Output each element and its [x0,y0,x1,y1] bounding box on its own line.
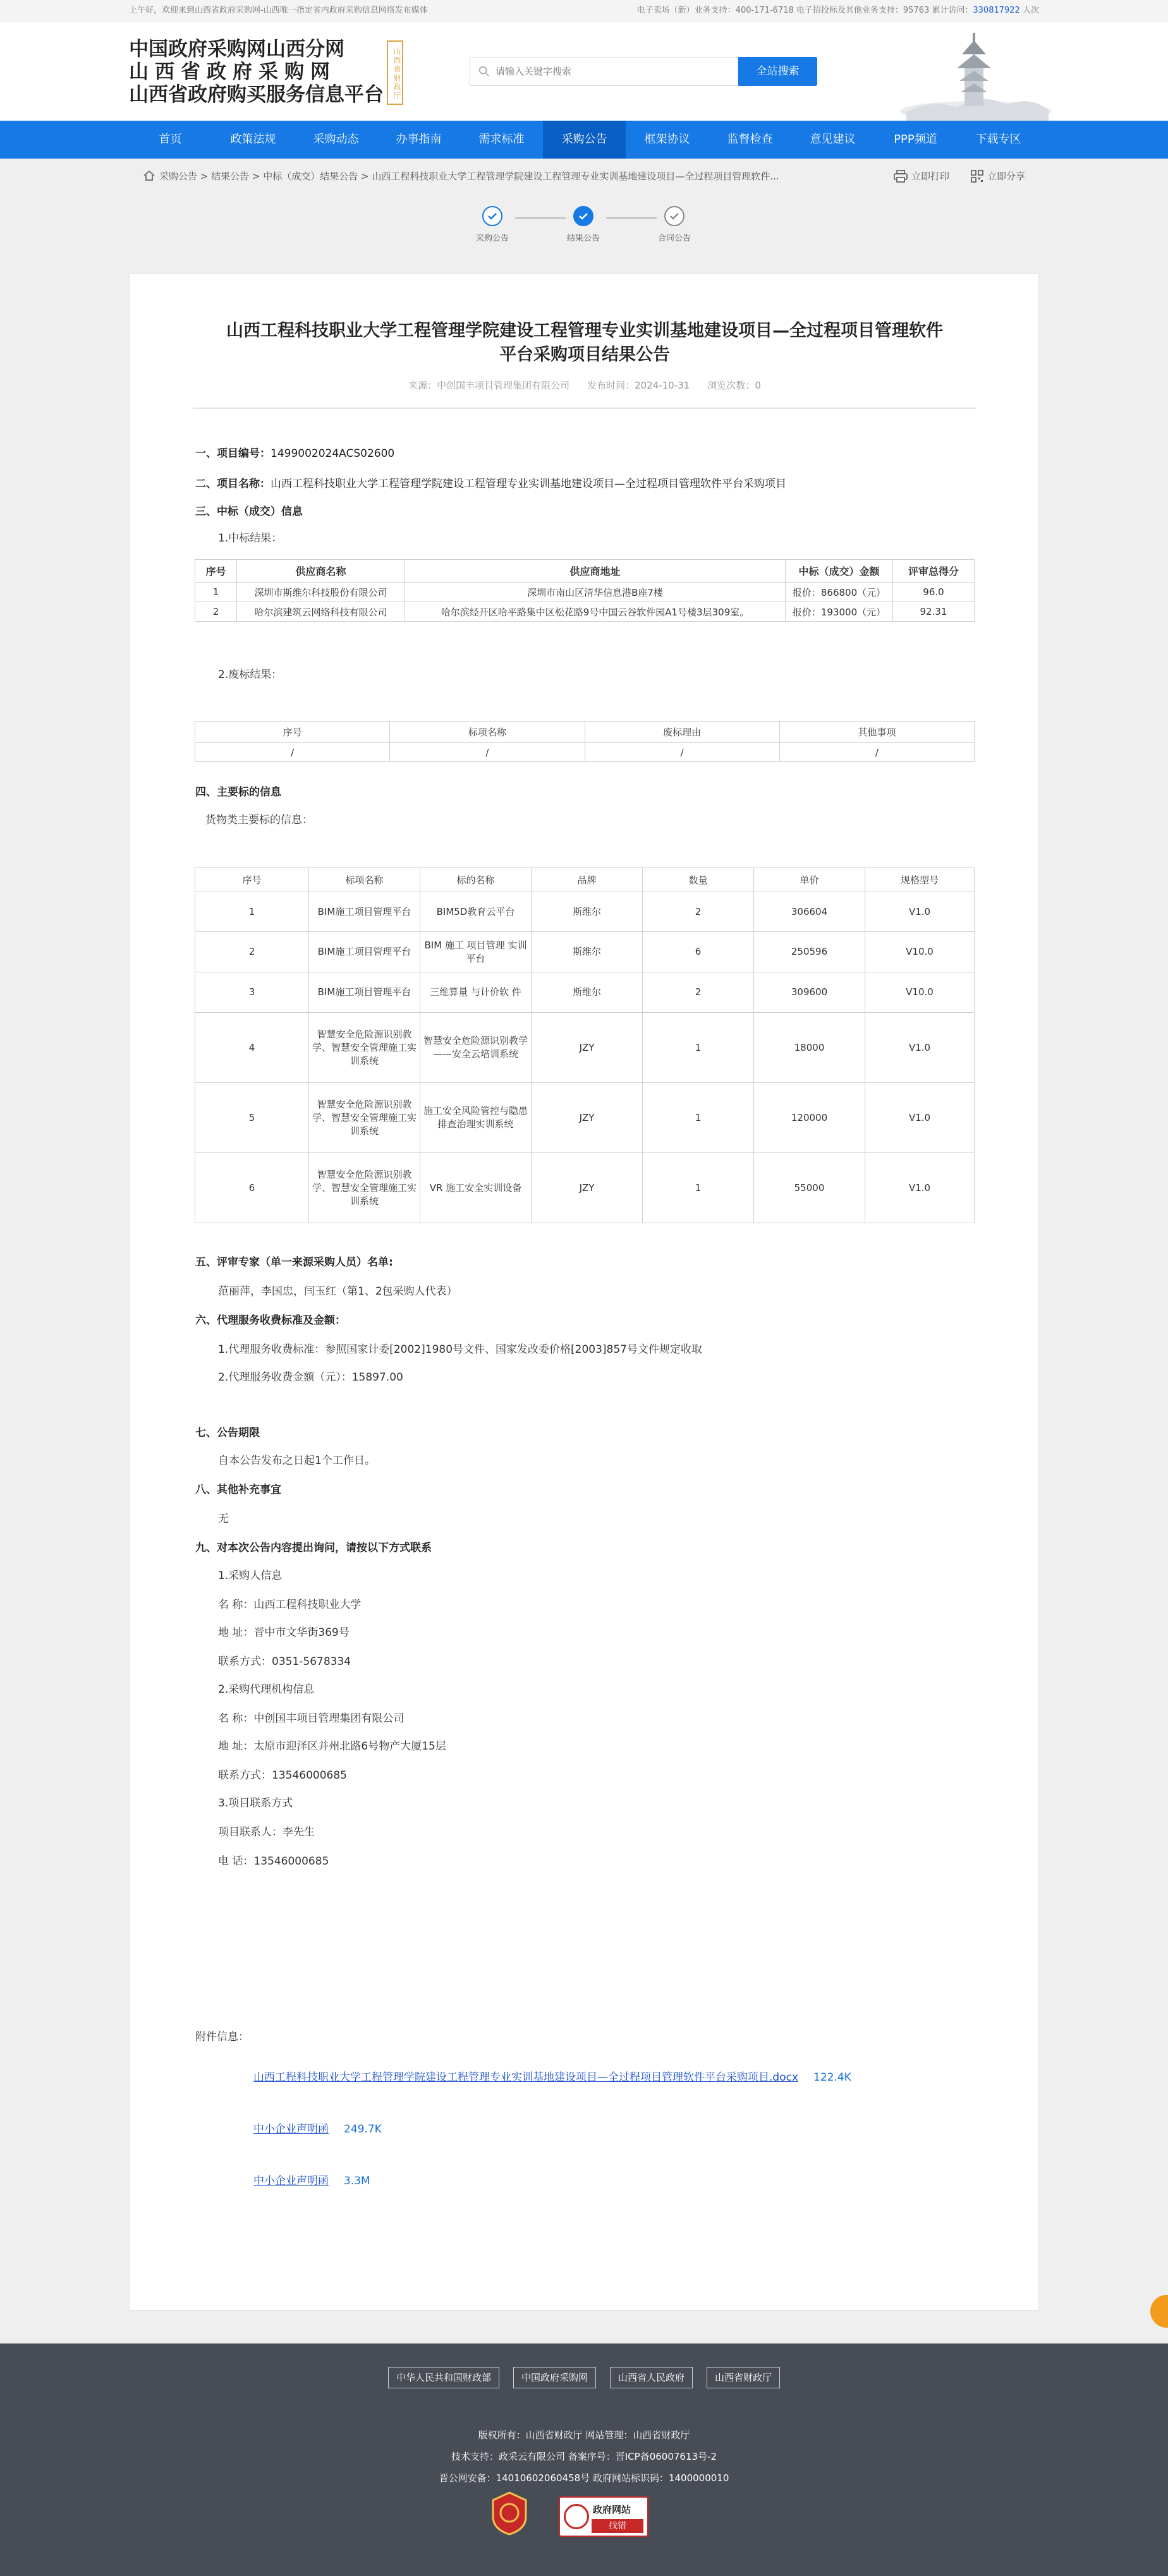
attachment-link[interactable]: 中小企业声明函 [253,2175,329,2187]
table-row: 1 BIM施工项目管理平台 BIM5D教育云平台 斯维尔 2 306604 V1.0 [195,892,975,932]
step-contract: 合同公告 [643,206,706,243]
printer-icon [894,170,908,183]
party-emblem-icon[interactable] [492,2491,527,2536]
pagoda-illustration [894,29,1052,121]
main-nav [0,121,1168,159]
section-other: 八、其他补充事宜 [195,1484,281,1496]
section-main-items: 四、主要标的信息 [195,786,281,799]
nav-announcements[interactable]: 采购公告 [543,121,626,159]
table-row: 2 哈尔滨建筑云网络科技有限公司 哈尔滨经开区哈平路集中区松花路9号中国云谷软件园A1号楼3层309室。 报价：193000（元） 92.31 [195,602,975,622]
nav-policy[interactable]: 政策法规 [230,133,276,146]
footer-link[interactable]: 山西省人民政府 [610,2367,693,2388]
table-row: 5 智慧安全危险源识别教学、智慧安全管理施工实训系统 施工安全风险管控与隐患排查治理实训系统 JZY 1 120000 V1.0 [195,1083,975,1153]
nav-downloads[interactable]: 下载专区 [975,133,1021,146]
step-procurement: 采购公告 [461,206,524,243]
gov-website-error-report[interactable]: 政府网站 找错 [559,2496,648,2537]
site-footer [0,2343,1168,2576]
goods-table: 序号 标项名称 标的名称 品牌 数量 单价 规格型号 1 BIM施工项目管理平台 BIM5D教育云平台 斯维尔 2 306604 V1.0 2 BIM施工项目管理平台 BIM 施工 项目管理 实训平台 斯维尔 6 250596 V10.0 3 BIM施工项目管理平台 三维算量 与计价软 件 斯维尔 2 309600 V10.0 4 智慧安全危险源识别教学、智慧安全管理施工实训系统 智慧安全危险源识别教学——安全云培训系统 JZY 1 18000 V1.0 5 智慧安全危险源识别教学、智慧安全管理施工实训系统 施工安全风险管控与隐患排查治理实训系统 JZY 1 120000 V1.0 6 智慧安全危险源识别教学、智慧安全管理施工实训系统 VR 施工安全实训设备 JZY 1 55000 V1.0 [195,868,975,1223]
site-header [0,21,1168,121]
nav-feedback[interactable]: 意见建议 [810,133,856,146]
section-project-name: 二、项目名称：山西工程科技职业大学工程管理学院建设工程管理专业实训基地建设项目—全过程项目管理软件平台采购项目 [195,478,786,490]
attachment-link[interactable]: 山西工程科技职业大学工程管理学院建设工程管理专业实训基地建设项目—全过程项目管理软件平台采购项目.docx [253,2071,799,2084]
winning-table: 序号 供应商名称 供应商地址 中标（成交）金额 评审总得分 1 深圳市斯维尔科技股份有限公司 深圳市南山区清华信息港B座7楼 报价：866800（元） 96.0 2 哈尔滨建筑云网络科技有限公司 哈尔滨经开区哈平路集中区松花路9号中国云谷软件园A1号楼3层309室。 报价：193000（元） 92.31 [195,559,975,622]
section-contact: 九、对本次公告内容提出询问，请按以下方式联系 [195,1542,432,1554]
footer-link[interactable]: 中华人民共和国财政部 [388,2367,499,2388]
check-icon [482,206,502,226]
breadcrumb-path[interactable]: 采购公告 > 结果公告 > 中标（成交）结果公告 > 山西工程科技职业大学工程管理学院建设工程管理专业实训基地建设项目—全过程项目管理软件... [159,171,779,182]
search-input[interactable] [470,57,738,85]
section-winning-info: 三、中标（成交）信息 [195,505,303,518]
footer-link[interactable]: 山西省财政厅 [707,2367,780,2388]
nav-news[interactable]: 采购动态 [313,133,359,146]
section-agency-fee: 六、代理服务收费标准及金额： [195,1314,346,1327]
attachment-link[interactable]: 中小企业声明函 [253,2123,329,2136]
share-button[interactable]: 立即分享 [971,159,1025,194]
nav-home[interactable]: 首页 [159,133,182,146]
failed-bid-table: 序号 标项名称 废标理由 其他事项 / / / / [195,721,975,762]
attachment-item: 山西工程科技职业大学工程管理学院建设工程管理专业实训基地建设项目—全过程项目管理软件平台采购项目.docx 122.4K [253,2071,851,2084]
nav-supervision[interactable]: 监督检查 [727,133,773,146]
home-icon[interactable] [143,170,155,181]
floating-service-icon[interactable] [1150,2295,1168,2328]
article-panel: 山西工程科技职业大学工程管理学院建设工程管理专业实训基地建设项目—全过程项目管理软件 平台采购项目结果公告 来源：中创国丰项目管理集团有限公司 发布时间：2024-10-31 浏览次数：0 一、项目编号：1499002024ACS02600 二、项目名称：山西工程科技职业大学工程管理学院建设工程管理专业实训基地建设项目—全过程项目管理软件平台采购项目 三、中标（成交）信息 1.中标结果： 序号 供应商名称 供应商地址 中标（成交）金额 评审总得分 1 深圳市斯维尔科技股份有限公司 深圳市南山区清华信息港B座7楼 报价：866800（元） 96.0 2 哈尔滨建筑云网络科技有限公司 哈尔滨经开区哈平路集中区松花路9号中国云谷软件园A1号楼3层309室。 报价：193000（元） 92.31 2.废标结果： 序号 标项名称 废标理由 其他事项 / / / / 四、主要标的信息 货物类主要标的信息： 序号 标项名称 标的名称 品牌 数量 单价 规格型号 1 BIM施工项目管理平台 BIM5D教育云平台 斯维尔 2 306604 V1.0 2 BIM施工项目管理平台 BIM 施工 项目管理 实训平台 斯维尔 6 250596 V10.0 3 BIM施工项目管理平台 三维算量 与计价软 件 斯维尔 2 309600 V10.0 4 智慧安全危险源识别教学、智慧安全管理施工实训系统 智慧安全危险源识别教学——安全云培训系统 JZY 1 18000 V1.0 5 智慧安全危险源识别教学、智慧安全管理施工实训系统 施工安全风险管控与隐患排查治理实训系统 JZY 1 120000 V1.0 6 智慧安全危险源识别教学、智慧安全管理施工实训系统 VR 施工安全实训设备 JZY 1 55000 V1.0 五、评审专家（单一来源采购人员）名单: 范丽萍，李国忠，闫玉红（第1、2包采购人代表） 六、代理服务收费标准及金额： 1.代理服务收费标准：参照国家计委[2002]1980号文件、国家发改委价格[2003]857号文件规定收取 2.代理服务收费金额（元）：15897.00 七、公告期限 自本公告发布之日起1个工作日。 八、其他补充事宜 无 九、对本次公告内容提出询问，请按以下方式联系 1.采购人信息 名 称：山西工程科技职业大学 地 址：晋中市文华街369号 联系方式：0351-5678334 2.采购代理机构信息 名 称：中创国丰项目管理集团有限公司 地 址：太原市迎泽区并州北路6号物产大厦15层 联系方式：13546000685 3.项目联系方式 项目联系人：李先生 电 话：13546000685 附件信息： 山西工程科技职业大学工程管理学院建设工程管理专业实训基地建设项目—全过程项目管理软件平台采购项目.docx 122.4K 中小企业声明函 249.7K 中小企业声明函 3.3M [129,273,1039,2311]
search-box[interactable] [470,57,738,86]
table-row: 1 深圳市斯维尔科技股份有限公司 深圳市南山区清华信息港B座7楼 报价：866800（元） 96.0 [195,583,975,602]
progress-steps [0,206,1168,250]
table-row: / / / / [195,743,975,762]
support-info: 电子卖场（新）业务支持：400-171-6718 电子招投标及其他业务支持：95763 累计访问：330817922 人次 [636,6,1039,15]
footer-link[interactable]: 中国政府采购网 [513,2367,596,2388]
top-info-bar [0,0,1168,21]
nav-standards[interactable]: 需求标准 [478,133,525,146]
article-meta: 来源：中创国丰项目管理集团有限公司 发布时间：2024-10-31 浏览次数：0 [408,380,761,391]
breadcrumb [0,159,1168,194]
visit-count: 330817922 [973,6,1020,15]
section-project-number: 一、项目编号：1499002024ACS02600 [195,447,395,460]
step-result: 结果公告 [552,206,615,243]
check-icon [664,206,684,226]
qrcode-icon [971,170,983,183]
section-experts: 五、评审专家（单一来源采购人员）名单: [195,1256,393,1269]
attachment-item: 中小企业声明函 3.3M [253,2175,370,2187]
site-logo[interactable]: 中国政府采购网山西分网 山西省政府采购网 山西省政府购买服务信息平台 [129,38,384,106]
page-title: 山西工程科技职业大学工程管理学院建设工程管理专业实训基地建设项目—全过程项目管理软件 平台采购项目结果公告 [226,321,943,365]
section-period: 七、公告期限 [195,1427,260,1439]
print-button[interactable]: 立即打印 [894,159,949,194]
search-button[interactable]: 全站搜索 [738,57,817,86]
table-row: 4 智慧安全危险源识别教学、智慧安全管理施工实训系统 智慧安全危险源识别教学——安全云培训系统 JZY 1 18000 V1.0 [195,1013,975,1083]
footer-info: 版权所有：山西省财政厅 网站管理：山西省财政厅 技术支持：政采云有限公司 备案序号：晋ICP备06007613号-2 晋公网安备：14010602060458号 政府网站标识码：1400000010 [439,2429,729,2484]
attachment-item: 中小企业声明函 249.7K [253,2123,382,2136]
table-row: 2 BIM施工项目管理平台 BIM 施工 项目管理 实训平台 斯维尔 6 250596 V10.0 [195,932,975,972]
nav-ppp[interactable]: PPP频道 [894,133,937,146]
nav-guide[interactable]: 办事指南 [396,133,442,146]
table-row: 3 BIM施工项目管理平台 三维算量 与计价软 件 斯维尔 2 309600 V10.0 [195,972,975,1013]
attachments-label: 附件信息： [195,2031,249,2043]
search-icon [478,66,490,77]
welcome-text: 上午好，欢迎来到山西省政府采购网-山西唯一指定省内政府采购信息网络发布媒体 [129,6,428,15]
nav-framework[interactable]: 框架协议 [644,133,690,146]
search-icon [564,2504,589,2529]
table-row: 6 智慧安全危险源识别教学、智慧安全管理施工实训系统 VR 施工安全实训设备 JZY 1 55000 V1.0 [195,1153,975,1223]
check-icon [573,206,593,226]
finance-dept-stamp: 山西省财政厅 [387,40,403,105]
